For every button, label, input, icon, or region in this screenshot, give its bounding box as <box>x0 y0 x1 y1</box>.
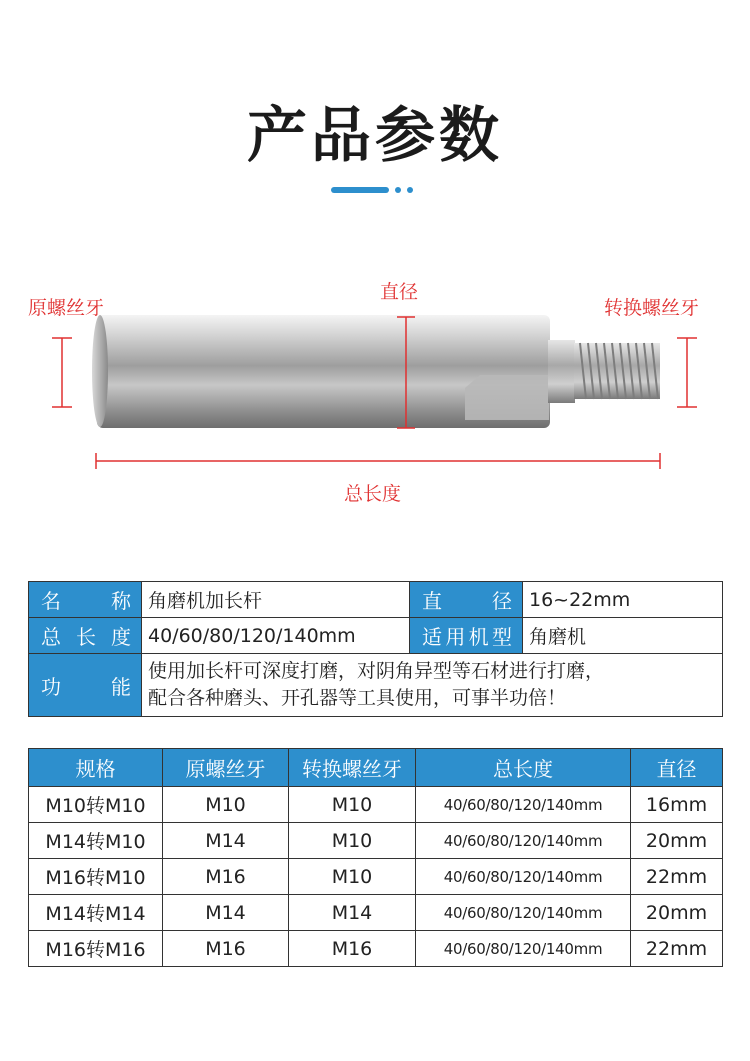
cell-converted-thread: M10 <box>289 859 416 895</box>
cell-original-thread: M14 <box>163 895 289 931</box>
function-line-1: 使用加长杆可深度打磨，对阴角异型等石材进行打磨， <box>148 660 605 682</box>
table-row <box>29 859 723 895</box>
spec-key-length: 总长度 <box>29 618 142 654</box>
label-original-thread: 原螺丝牙 <box>28 297 105 319</box>
divider-dot-1 <box>395 187 401 193</box>
spec-val-length: 40/60/80/120/140mm <box>142 618 410 654</box>
dim-converted-thread <box>677 338 697 407</box>
cell-spec: M14转M14 <box>29 895 163 931</box>
label-converted-thread: 转换螺丝牙 <box>604 297 700 319</box>
cell-original-thread: M14 <box>163 823 289 859</box>
spec-row-name <box>29 582 723 618</box>
cell-spec: M16转M10 <box>29 859 163 895</box>
cell-converted-thread: M10 <box>289 823 416 859</box>
spec-key-name: 名称 <box>29 582 142 618</box>
spec-table <box>28 581 723 717</box>
table-row <box>29 895 723 931</box>
header-total-length: 总长度 <box>416 749 631 787</box>
wrench-flat <box>465 375 549 420</box>
cell-spec: M14转M10 <box>29 823 163 859</box>
table-row <box>29 931 723 967</box>
cell-diameter: 22mm <box>631 931 723 967</box>
cell-total-length: 40/60/80/120/140mm <box>416 895 631 931</box>
cell-diameter: 16mm <box>631 787 723 823</box>
cell-original-thread: M16 <box>163 859 289 895</box>
divider-dot-2 <box>407 187 413 193</box>
cell-converted-thread: M16 <box>289 931 416 967</box>
cell-total-length: 40/60/80/120/140mm <box>416 931 631 967</box>
function-line-2: 配合各种磨头、开孔器等工具使用，可事半功倍！ <box>148 687 567 709</box>
spec-val-function <box>142 654 723 717</box>
label-diameter: 直径 <box>380 281 419 303</box>
cell-diameter: 20mm <box>631 895 723 931</box>
cell-total-length: 40/60/80/120/140mm <box>416 823 631 859</box>
model-header-row <box>29 749 723 787</box>
cell-original-thread: M10 <box>163 787 289 823</box>
cell-spec: M10转M10 <box>29 787 163 823</box>
header-original-thread: 原螺丝牙 <box>163 749 289 787</box>
cell-total-length: 40/60/80/120/140mm <box>416 859 631 895</box>
cell-spec: M16转M16 <box>29 931 163 967</box>
header-spec: 规格 <box>29 749 163 787</box>
rod-end-cap <box>92 315 108 427</box>
header-diameter: 直径 <box>631 749 723 787</box>
spec-row-length <box>29 618 723 654</box>
spec-val-machine: 角磨机 <box>523 618 723 654</box>
header-converted-thread: 转换螺丝牙 <box>289 749 416 787</box>
cell-diameter: 20mm <box>631 823 723 859</box>
product-diagram <box>0 260 750 510</box>
spec-val-name: 角磨机加长杆 <box>142 582 410 618</box>
spec-key-diameter: 直径 <box>410 582 523 618</box>
label-total-length: 总长度 <box>344 483 402 505</box>
cell-converted-thread: M10 <box>289 787 416 823</box>
page-title: 产品参数 <box>247 101 503 171</box>
dim-original-thread <box>52 338 72 407</box>
cell-original-thread: M16 <box>163 931 289 967</box>
cell-total-length: 40/60/80/120/140mm <box>416 787 631 823</box>
model-table <box>28 748 723 967</box>
spec-key-machine: 适用机型 <box>410 618 523 654</box>
spec-row-function <box>29 654 723 717</box>
table-row <box>29 787 723 823</box>
table-row <box>29 823 723 859</box>
spec-key-function: 功能 <box>29 654 142 717</box>
cell-diameter: 22mm <box>631 859 723 895</box>
dim-total-length <box>96 453 660 469</box>
divider-bar <box>331 187 389 193</box>
rod-neck <box>548 340 575 403</box>
spec-val-diameter: 16~22mm <box>523 582 723 618</box>
title-divider <box>0 186 750 194</box>
cell-converted-thread: M14 <box>289 895 416 931</box>
